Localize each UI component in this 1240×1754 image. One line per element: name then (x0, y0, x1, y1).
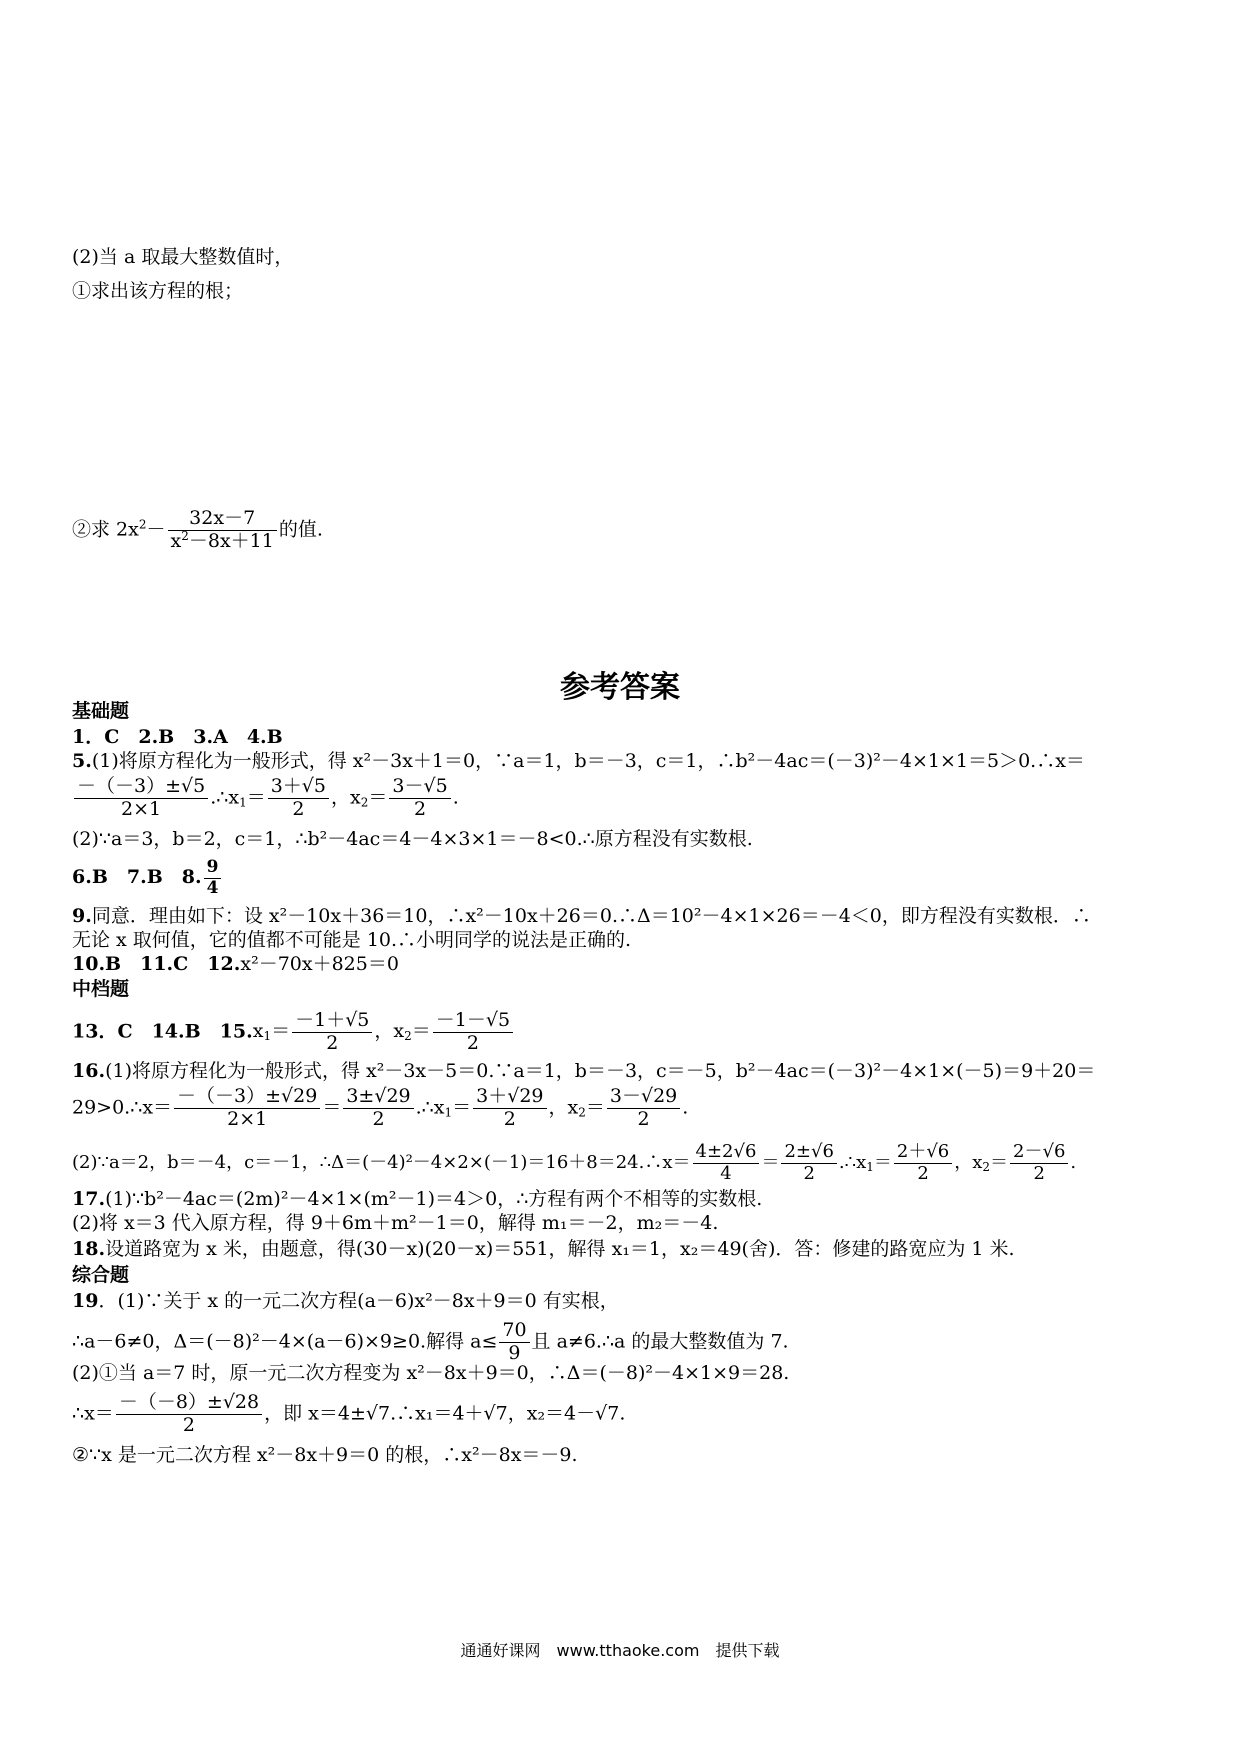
answer-9-line2: 无论 x 取何值，它的值都不可能是 10.∴小明同学的说法是正确的. (72, 929, 632, 951)
section-middle: 中档题 (72, 978, 130, 1000)
answer-18: 18.设道路宽为 x 米，由题意，得(30－x)(20－x)＝551，解得 x₁＝1，x₂＝49(舍)．答：修建的路宽应为 1 米. (72, 1238, 1015, 1260)
answer-5-part2: (2)∵a＝3，b＝2，c＝1，∴b²－4ac＝4－4×3×1＝－8<0.∴原方程没有实数根. (72, 828, 753, 850)
fraction: $\frac{3+√5}{2}$ (268, 776, 329, 821)
answer-19-sub2: ②∵x 是一元二次方程 x²－8x＋9＝0 的根，∴x²－8x＝－9. (72, 1444, 578, 1466)
answer-16-part1: 16.(1)将原方程化为一般形式，得 x²－3x－5＝0.∵a＝1，b＝－3，c＝－5，b²－4ac＝(－3)²－4×1×(－5)＝9＋20＝ (72, 1060, 1096, 1082)
fraction: $\frac{70}{9}$ (499, 1320, 529, 1365)
answer-19-roots: ∴x＝ $\frac{-(-8)\pm√28}{2}$ ，即 x＝4±√7.∴x₁＝4＋√7，x₂＝4－√7. (72, 1391, 626, 1436)
answer-16-roots: 29>0.∴x＝ $\frac{-(-3)\pm√29}{2\times 1}$ ＝ $\frac{3\pm√29}{2}$ $.\therefore x_1=$ $\frac{3+√29}{2}$ ，$x_2=$ $\frac{3-√29}{2}$ . (72, 1085, 689, 1130)
fraction: $\frac{2-√6}{2}$ (1010, 1142, 1068, 1184)
fraction: $\frac{2+√6}{2}$ (894, 1142, 952, 1184)
answer-line-6: 6.B 7.B 8. $\frac{9}{4}$ (72, 858, 223, 898)
answer-19-part2: (2)①当 a＝7 时，原一元二次方程变为 x²－8x＋9＝0，∴Δ＝(－8)²－4×1×9＝28. (72, 1362, 790, 1384)
fraction: $\frac{-1+√5}{2}$ (292, 1010, 372, 1055)
answer-line-10: 10.B 11.C 12.x²－70x＋825＝0 (72, 953, 399, 975)
fraction: $\frac{-(-3)\pm√29}{2\times 1}$ (174, 1086, 320, 1131)
fraction: $\frac{-(-3)\pm√5}{2\times 1}$ (74, 776, 208, 821)
answer-line-1: 1．C 2.B 3.A 4.B (72, 726, 283, 748)
answer-16-part2: (2)∵a＝2，b＝－4，c＝－1，∴Δ＝(－4)²－4×2×(－1)＝16＋8＝24.∴x＝ $\frac{4\pm 2√6}{4}$ ＝ $\frac{2\pm√6}{2}$ $.\therefore x_1=$ $\frac{2+√6}{2}$ ，$x_2=$ $\frac{2-√6}{2}$ . (72, 1141, 1077, 1184)
answer-19-range: ∴a－6≠0，Δ＝(－8)²－4×(a－6)×9≥0.解得 a≤ $\frac{70}{9}$ 且 a≠6.∴a 的最大整数值为 7. (72, 1319, 789, 1364)
answers-title: 参考答案 (560, 670, 680, 705)
answer-5-part1: 5.(1)将原方程化为一般形式，得 x²－3x＋1＝0，∵a＝1，b＝－3，c＝1，∴b²－4ac＝(－3)²－4×1×1＝5＞0.∴x＝ (72, 750, 1085, 772)
answer-17-part1: 17.(1)∵b²－4ac＝(2m)²－4×1×(m²－1)＝4＞0，∴方程有两个不相等的实数根. (72, 1188, 763, 1210)
fraction: $\frac{-1-√5}{2}$ (433, 1010, 513, 1055)
fraction: $\frac{32x-7}{x^2-8x+11}$ (168, 508, 277, 553)
answer-5-roots: $\frac{-(-3)\pm√5}{2\times 1}$ $.\therefore x_1=$ $\frac{3+√5}{2}$ ，$x_2=$ $\frac{3-√5}{2}$ . (72, 776, 459, 821)
question-sub2: ②求 $2x^2-$ $\frac{32x-7}{x^2-8x+11}$ 的值. (72, 507, 323, 552)
fraction: $\frac{9}{4}$ (204, 858, 222, 898)
footer-source: 通通好课网 www.tthaoke.com 提供下载 (460, 1641, 780, 1660)
section-comprehensive: 综合题 (72, 1264, 130, 1286)
answer-9-line1: 9.同意．理由如下：设 x²－10x＋36＝10，∴x²－10x＋26＝0.∴Δ＝10²－4×1×26＝－4＜0，即方程没有实数根．∴ (72, 905, 1091, 927)
fraction: $\frac{2\pm√6}{2}$ (781, 1142, 836, 1184)
question-part2-intro: (2)当 a 取最大整数值时， (72, 246, 294, 268)
answer-17-part2: (2)将 x＝3 代入原方程，得 9＋6m＋m²－1＝0，解得 m₁＝－2，m₂＝－4. (72, 1212, 719, 1234)
answer-19-part1: 19．(1)∵关于 x 的一元二次方程(a－6)x²－8x＋9＝0 有实根， (72, 1290, 619, 1312)
fraction: $\frac{3\pm√29}{2}$ (343, 1086, 413, 1131)
fraction: $\frac{3-√5}{2}$ (389, 776, 450, 821)
answer-line-13: 13．C 14.B $15.x_1=$ $\frac{-1+√5}{2}$ ，$x_2=$ $\frac{-1-√5}{2}$ (72, 1010, 515, 1055)
question-sub1: ①求出该方程的根； (72, 280, 244, 302)
fraction: $\frac{3+√29}{2}$ (473, 1086, 546, 1131)
fraction: $\frac{-(-8)\pm√28}{2}$ (116, 1392, 262, 1437)
fraction: $\frac{4\pm 2√6}{4}$ (693, 1142, 760, 1184)
section-basic: 基础题 (72, 700, 130, 722)
fraction: $\frac{3-√29}{2}$ (607, 1086, 680, 1131)
